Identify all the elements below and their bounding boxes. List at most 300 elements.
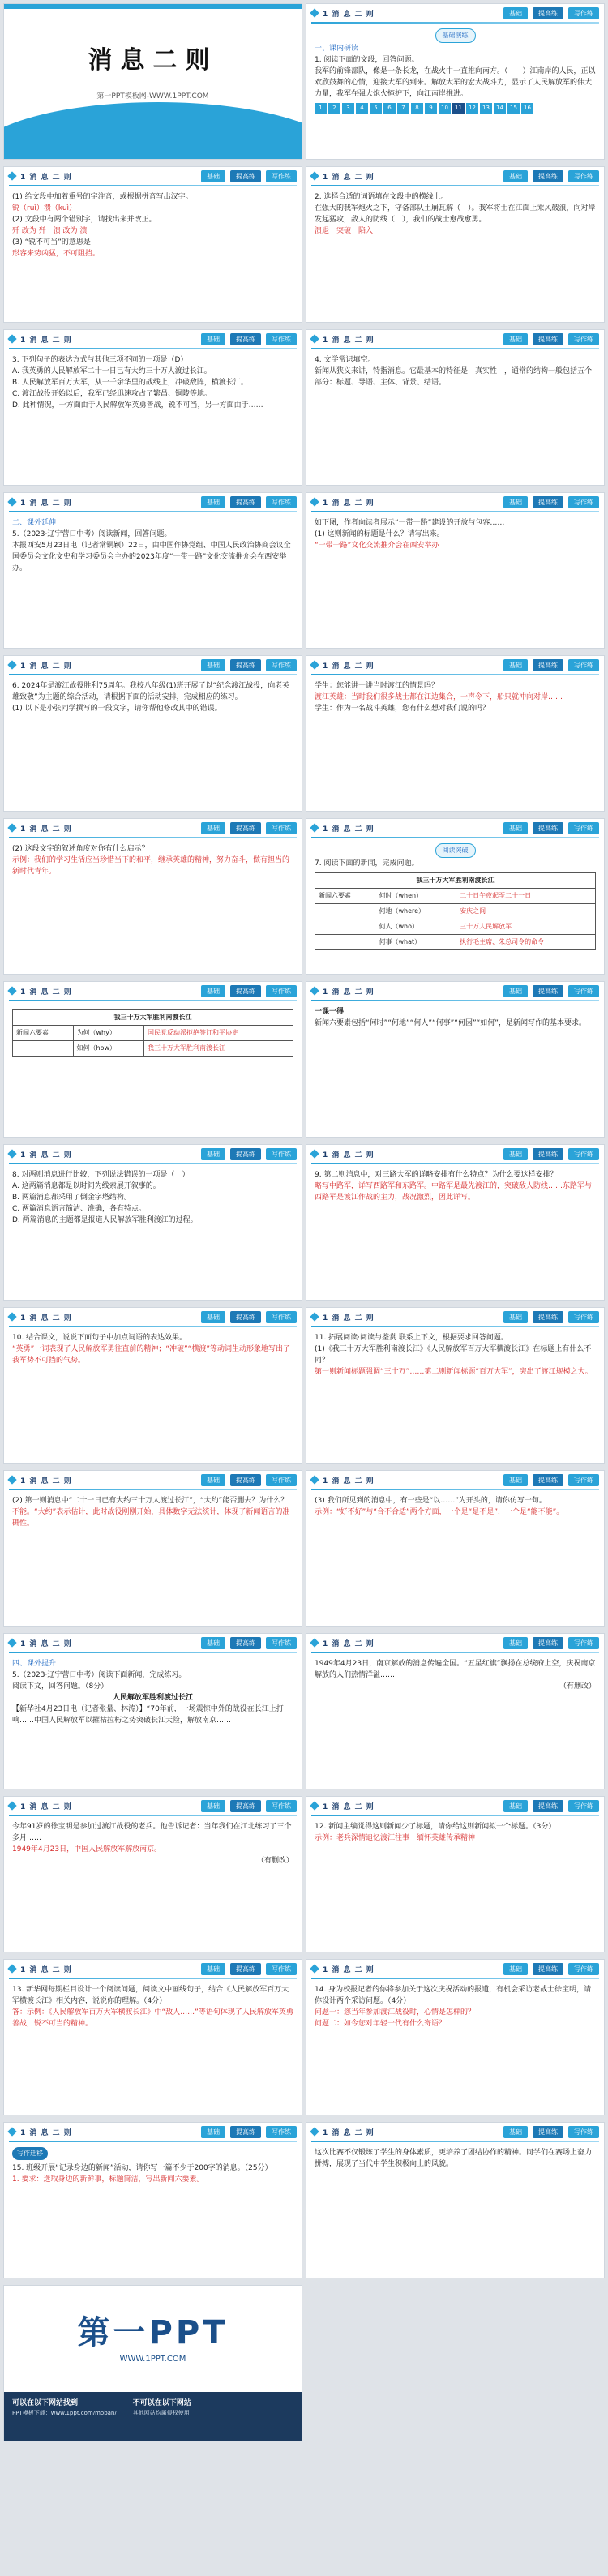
page-button[interactable]: 9 xyxy=(425,103,437,114)
slide-5[interactable] xyxy=(3,329,302,486)
diamond-icon xyxy=(7,1475,16,1484)
tab-improve[interactable]: 提高练 xyxy=(230,496,261,508)
diamond-icon xyxy=(310,497,319,506)
tab-improve[interactable]: 提高练 xyxy=(230,1148,261,1160)
tab-homework[interactable]: 写作练 xyxy=(266,1474,297,1486)
slide-7[interactable] xyxy=(3,492,302,649)
tab-improve[interactable]: 提高练 xyxy=(230,1474,261,1486)
table-cell: 为何（why） xyxy=(73,1026,143,1041)
section-title: 1 消 息 二 则 xyxy=(20,825,72,834)
slide-header xyxy=(306,1960,604,1978)
tab-improve[interactable]: 提高练 xyxy=(533,1474,563,1486)
slide-15[interactable] xyxy=(3,1144,302,1301)
page-button[interactable]: 2 xyxy=(328,103,340,114)
section-title: 1 消 息 二 则 xyxy=(20,1639,72,1648)
tab-basic[interactable]: 基础 xyxy=(201,1148,225,1160)
answer-text: 第一则新闻标题强调“三十万”……第二则新闻标题“百万大军”，突出了渡江规模之大。 xyxy=(315,1368,593,1376)
answer-text: 问题二：如今您对年轻一代有什么寄语？ xyxy=(315,2020,447,2028)
tab-improve[interactable]: 提高练 xyxy=(533,659,563,671)
answer-text: “英勇”一词表现了人民解放军勇往直前的精神；“冲破”“横渡”等动词生动形象地写出了我军势不可挡的气势。 xyxy=(12,1345,290,1365)
page-button[interactable]: 15 xyxy=(507,103,520,114)
diamond-icon xyxy=(310,334,319,343)
passage-text: 如下图，作者向读者展示“一带一路”建设的开放与包容…… xyxy=(315,519,505,527)
section-title: 1 消 息 二 则 xyxy=(323,499,375,508)
tab-basic[interactable]: 基础 xyxy=(503,659,528,671)
passage-text: 【新华社4月23日电（记者张量、林涛）】“70年前，一场震惊中外的战役在长江上打响……中国人民解放军以摧枯拉朽之势突破长江天险，解放南京…… xyxy=(12,1705,284,1725)
slide-header xyxy=(306,656,604,674)
slide-logo[interactable] xyxy=(3,2285,302,2441)
tab-improve[interactable]: 提高练 xyxy=(230,659,261,671)
section-title: 1 消 息 二 则 xyxy=(323,825,375,834)
slide-header xyxy=(306,1308,604,1326)
option-c: C. 两篇消息语言简洁、准确，各有特点。 xyxy=(12,1205,147,1213)
tab-homework[interactable]: 写作练 xyxy=(568,333,599,345)
tab-homework[interactable]: 写作练 xyxy=(568,496,599,508)
page-button[interactable]: 5 xyxy=(370,103,382,114)
header-tabs xyxy=(201,1148,297,1160)
table-title: 我三十万大军胜利南渡长江 xyxy=(315,873,596,889)
sub-question: (1)《我三十万大军胜利南渡长江》《人民解放军百万大军横渡长江》在标题上有什么不同？ xyxy=(315,1345,592,1365)
diamond-icon xyxy=(310,1801,319,1810)
slide-16[interactable] xyxy=(306,1144,605,1301)
question-text: (3) 我们所见到的消息中，有一些是“以……”为开头的，请你仿写一句。 xyxy=(315,1497,546,1505)
slide-header xyxy=(4,1960,302,1978)
header-tabs xyxy=(503,1148,599,1160)
tab-basic[interactable]: 基础 xyxy=(503,333,528,345)
page-button[interactable]: 7 xyxy=(397,103,409,114)
passage-text: 我军的前锋部队，像是一条长龙，在战火中一直推向南方。（ ）江南岸的人民，正以欢欣鼓舞的心情，迎接大军的到来。解放大军的宏大战斗力，显示了人民解放军的伟大力量，我军在强大炮火掩护下，向江南岸推进。 xyxy=(315,67,596,98)
slide-header xyxy=(306,1634,604,1652)
slide-body xyxy=(306,1816,604,1849)
diamond-icon xyxy=(7,1149,16,1158)
table-cell: 执行毛主席、朱总司令的命令 xyxy=(456,935,596,950)
tab-basic[interactable]: 基础 xyxy=(201,1800,225,1812)
diamond-icon xyxy=(310,823,319,832)
tab-improve[interactable]: 提高练 xyxy=(533,170,563,182)
tab-basic[interactable]: 基础 xyxy=(201,496,225,508)
tab-improve[interactable]: 提高练 xyxy=(533,822,563,834)
section-title: 1 消 息 二 则 xyxy=(323,1802,375,1811)
table-cell: 何人（who） xyxy=(375,919,456,935)
tab-improve[interactable]: 提高练 xyxy=(533,7,563,19)
dialog-line: 学生：作为一名战斗英雄，您有什么想对我们说的吗？ xyxy=(315,705,490,713)
slide-body xyxy=(306,1653,604,1697)
tab-homework[interactable]: 写作练 xyxy=(568,7,599,19)
tab-homework[interactable]: 写作练 xyxy=(266,2126,297,2138)
slide-body xyxy=(306,2142,604,2175)
header-tabs xyxy=(503,2126,599,2138)
option-a: A. 这两篇消息都是以时间为线索展开叙事的。 xyxy=(12,1182,161,1190)
passage-text: 1949年4月23日，南京解放的消息传遍全国。“五星红旗”飘扬在总统府上空，庆祝南京解放的人们热情洋溢…… xyxy=(315,1660,596,1679)
dialog-line: 学生：您能讲一讲当时渡江的情景吗？ xyxy=(315,682,439,690)
table-cell xyxy=(13,1041,74,1057)
question-text: (1) 这则新闻的标题是什么？请写出来。 xyxy=(315,530,444,538)
tab-improve[interactable]: 提高练 xyxy=(533,1311,563,1323)
table-cell xyxy=(315,935,375,950)
slide-header xyxy=(4,1471,302,1489)
slide-header xyxy=(306,2123,604,2141)
option-d: D. 两篇消息的主题都是报道人民解放军胜利渡江的过程。 xyxy=(12,1216,198,1224)
passage-text: 今年91岁的徐宝明是参加过渡江战役的老兵。他告诉记者：当年我们在江北练习了三个多月…… xyxy=(12,1823,292,1842)
cover-subtitle: 第一PPT模板网-WWW.1PPT.COM xyxy=(96,92,209,101)
section-title: 1 消 息 二 则 xyxy=(323,336,375,345)
section-heading: 四、课外提升 xyxy=(12,1660,57,1668)
tab-homework[interactable]: 写作练 xyxy=(266,1148,297,1160)
tab-basic[interactable]: 基础 xyxy=(503,1963,528,1975)
slide-27[interactable] xyxy=(3,2122,302,2278)
tab-homework[interactable]: 写作练 xyxy=(568,1637,599,1649)
tab-basic[interactable]: 基础 xyxy=(201,1474,225,1486)
news-elements-table xyxy=(315,872,596,950)
tab-basic[interactable]: 基础 xyxy=(503,496,528,508)
tab-basic[interactable]: 基础 xyxy=(201,985,225,997)
diamond-icon xyxy=(7,334,16,343)
question-text: 5.（2023·辽宁营口中考）阅读下面新闻，完成练习。 xyxy=(12,1671,186,1679)
tab-improve[interactable]: 提高练 xyxy=(533,1637,563,1649)
header-tabs xyxy=(201,822,297,834)
header-tabs xyxy=(201,985,297,997)
section-title: 1 消 息 二 则 xyxy=(323,1639,375,1648)
page-button[interactable]: 8 xyxy=(411,103,423,114)
slide-23[interactable] xyxy=(3,1796,302,1952)
tab-improve[interactable]: 提高练 xyxy=(230,822,261,834)
slide-header xyxy=(4,982,302,1000)
question-text: (2) 第一则消息中“二十一日已有大约三十万人渡过长江”，“大约”能否删去？为什么？ xyxy=(12,1497,289,1505)
tab-homework[interactable]: 写作练 xyxy=(568,822,599,834)
header-tabs xyxy=(503,822,599,834)
page-nav xyxy=(315,103,596,114)
tab-basic[interactable]: 基础 xyxy=(201,333,225,345)
cover-top-bar xyxy=(4,4,302,9)
table-title: 我三十万大军胜利南渡长江 xyxy=(13,1010,293,1026)
tab-improve[interactable]: 提高练 xyxy=(533,1800,563,1812)
footer-text: 其他网站均属侵权使用 xyxy=(132,2410,190,2416)
table-cell xyxy=(315,919,375,935)
slide-body xyxy=(4,675,302,719)
tab-basic[interactable]: 基础 xyxy=(503,1148,528,1160)
diamond-icon xyxy=(7,823,16,832)
section-title: 1 消 息 二 则 xyxy=(20,1965,72,1974)
tab-homework[interactable]: 写作练 xyxy=(266,1637,297,1649)
brand-logo xyxy=(4,2307,302,2364)
tab-homework[interactable]: 写作练 xyxy=(568,985,599,997)
tab-improve[interactable]: 提高练 xyxy=(533,1148,563,1160)
writing-tag: 写作迁移 xyxy=(12,2147,48,2160)
diamond-icon xyxy=(310,1475,319,1484)
slide-8[interactable] xyxy=(306,492,605,649)
tab-basic[interactable]: 基础 xyxy=(201,1311,225,1323)
tab-basic[interactable]: 基础 xyxy=(503,1637,528,1649)
slide-header xyxy=(4,167,302,185)
section-title: 1 消 息 二 则 xyxy=(20,1314,72,1322)
tab-homework[interactable]: 写作练 xyxy=(568,1963,599,1975)
passage-text: 在强大的我军炮火之下，守备部队土崩瓦解（ ）。我军将士在江面上乘风破浪，向对岸发起猛攻，敌人的防线（ ），我们的战士愈战愈勇。 xyxy=(315,204,596,224)
page-button[interactable]: 10 xyxy=(439,103,451,114)
table-cell: 我三十万大军胜利南渡长江 xyxy=(143,1041,293,1057)
slide-header xyxy=(306,819,604,837)
answer-text: 示例：“好不好”与“合不合适”两个方面，一个是“是不是”，一个是“能不能”。 xyxy=(315,1508,564,1516)
slide-body xyxy=(4,2142,302,2190)
question-text: 9. 第二则消息中，对三路大军的详略安排有什么特点？为什么要这样安排？ xyxy=(315,1171,558,1179)
tab-homework[interactable]: 写作练 xyxy=(266,496,297,508)
tab-basic[interactable]: 基础 xyxy=(503,2126,528,2138)
tab-homework[interactable]: 写作练 xyxy=(568,2126,599,2138)
diamond-icon xyxy=(7,1312,16,1321)
section-heading: 一、课内研读 xyxy=(315,45,359,53)
tab-homework[interactable]: 写作练 xyxy=(266,1800,297,1812)
slide-body xyxy=(4,1001,302,1061)
logo-text: 第一PPT xyxy=(77,2314,229,2351)
header-tabs xyxy=(201,170,297,182)
table-row xyxy=(315,904,596,919)
tab-improve[interactable]: 提高练 xyxy=(230,1311,261,1323)
news-elements-table xyxy=(12,1009,293,1057)
section-title: 1 消 息 二 则 xyxy=(323,988,375,997)
tab-basic[interactable]: 基础 xyxy=(201,822,225,834)
question-text: 10. 结合课文，说说下面句子中加点词语的表达效果。 xyxy=(12,1334,187,1342)
sub-question: (1) 以下是小张同学撰写的一段文字，请你帮他修改其中的错误。 xyxy=(12,705,222,713)
tab-basic[interactable]: 基础 xyxy=(201,2126,225,2138)
tab-basic[interactable]: 基础 xyxy=(201,1963,225,1975)
page-button[interactable]: 4 xyxy=(356,103,368,114)
table-cell: 何时（when） xyxy=(375,889,456,904)
slide-cover[interactable] xyxy=(3,3,302,160)
tab-improve[interactable]: 提高练 xyxy=(533,2126,563,2138)
tab-homework[interactable]: 写作练 xyxy=(568,1474,599,1486)
tab-basic[interactable]: 基础 xyxy=(503,7,528,19)
section-title: 1 消 息 二 则 xyxy=(323,1965,375,1974)
tab-improve[interactable]: 提高练 xyxy=(230,333,261,345)
table-cell xyxy=(315,904,375,919)
tab-basic[interactable]: 基础 xyxy=(201,659,225,671)
page-button[interactable]: 12 xyxy=(466,103,478,114)
tab-basic[interactable]: 基础 xyxy=(503,1311,528,1323)
diamond-icon xyxy=(310,8,319,17)
header-tabs xyxy=(201,2126,297,2138)
tab-homework[interactable]: 写作练 xyxy=(568,1800,599,1812)
table-cell: 何地（where） xyxy=(375,904,456,919)
diamond-icon xyxy=(310,1149,319,1158)
tab-improve[interactable]: 提高练 xyxy=(533,333,563,345)
tab-homework[interactable]: 写作练 xyxy=(266,1311,297,1323)
tab-homework[interactable]: 写作练 xyxy=(568,659,599,671)
option-b: B. 两篇消息都采用了倒金字塔结构。 xyxy=(12,1194,131,1202)
header-tabs xyxy=(201,1963,297,1975)
source-note: （有删改） xyxy=(256,1857,293,1865)
tab-basic[interactable]: 基础 xyxy=(201,1637,225,1649)
table-cell: 新闻六要素 xyxy=(315,889,375,904)
section-pill: 基础演练 xyxy=(435,28,476,43)
tab-improve[interactable]: 提高练 xyxy=(533,496,563,508)
tab-homework[interactable]: 写作练 xyxy=(266,822,297,834)
tab-improve[interactable]: 提高练 xyxy=(533,1963,563,1975)
question-text: 1. 阅读下面的文段，回答问题。 xyxy=(315,56,419,64)
tab-basic[interactable]: 基础 xyxy=(503,1474,528,1486)
diamond-icon xyxy=(7,171,16,180)
page-button[interactable]: 14 xyxy=(494,103,506,114)
page-button[interactable]: 1 xyxy=(315,103,327,114)
slide-4[interactable] xyxy=(306,166,605,323)
question-text: 8. 对两则消息进行比较，下列说法错误的一项是（ ） xyxy=(12,1171,190,1179)
diamond-icon xyxy=(7,1964,16,1973)
tab-homework[interactable]: 写作练 xyxy=(266,170,297,182)
page-button[interactable]: 6 xyxy=(383,103,396,114)
passage-text: 新闻从狭义来讲，特指消息。它最基本的特征是 真实性 ，通常的结构一般包括五个部分：标题、导语、主体、背景、结语。 xyxy=(315,367,593,387)
diamond-icon xyxy=(310,986,319,995)
slide-body xyxy=(4,512,302,579)
footer-title: 不可以在以下网站 xyxy=(132,2399,191,2407)
slide-22[interactable] xyxy=(306,1633,605,1789)
slide-body xyxy=(306,1979,604,2034)
question-text: (2) 这段文字的叙述角度对你有什么启示？ xyxy=(12,845,149,853)
passage-text: 这次比赛不仅锻炼了学生的身体素质，更培养了团结协作的精神。同学们在赛场上奋力拼搏，展现了当代中学生积极向上的风貌。 xyxy=(315,2149,593,2168)
section-title: 1 消 息 二 则 xyxy=(20,1802,72,1811)
slide-11[interactable] xyxy=(3,818,302,975)
slide-17[interactable] xyxy=(3,1307,302,1464)
header-tabs xyxy=(503,496,599,508)
diamond-icon xyxy=(310,1638,319,1647)
answer-text: 渡江英雄：当时我们很多战士都在江边集合，一声令下，船只就冲向对岸…… xyxy=(315,693,563,701)
tab-basic[interactable]: 基础 xyxy=(503,170,528,182)
tab-homework[interactable]: 写作练 xyxy=(568,1311,599,1323)
footer-text: PPT模板下载：www.1ppt.com/moban/ xyxy=(12,2410,117,2416)
slide-body xyxy=(306,675,604,719)
tab-homework[interactable]: 写作练 xyxy=(266,333,297,345)
option-b: B. 人民解放军百万大军，从一千余华里的战线上，冲破敌阵，横渡长江。 xyxy=(12,379,248,387)
section-heading: 二、课外延伸 xyxy=(12,519,57,527)
diamond-icon xyxy=(7,1801,16,1810)
question-text: 6. 2024年是渡江战役胜利75周年。我校八年级(1)班开展了以“纪念渡江战役，向老英雄致敬”为主题的综合活动，请根据下面的活动安排，完成相应的练习。 xyxy=(12,682,290,701)
tab-homework[interactable]: 写作练 xyxy=(266,985,297,997)
tab-homework[interactable]: 写作练 xyxy=(568,170,599,182)
table-row xyxy=(315,889,596,904)
tab-basic[interactable]: 基础 xyxy=(503,1800,528,1812)
slide-body xyxy=(4,838,302,882)
slide-13[interactable] xyxy=(3,981,302,1138)
page-button[interactable]: 3 xyxy=(342,103,354,114)
page-button[interactable]: 13 xyxy=(480,103,492,114)
slide-28[interactable] xyxy=(306,2122,605,2278)
header-tabs xyxy=(503,170,599,182)
tab-basic[interactable]: 基础 xyxy=(503,822,528,834)
slide-6[interactable] xyxy=(306,329,605,486)
table-cell: 何事（what） xyxy=(375,935,456,950)
tab-homework[interactable]: 写作练 xyxy=(266,1963,297,1975)
tab-improve[interactable]: 提高练 xyxy=(230,170,261,182)
tab-improve[interactable]: 提高练 xyxy=(533,985,563,997)
table-row xyxy=(315,935,596,950)
slide-14[interactable] xyxy=(306,981,605,1138)
slide-3[interactable] xyxy=(3,166,302,323)
tab-basic[interactable]: 基础 xyxy=(201,170,225,182)
slide-body xyxy=(306,349,604,393)
tab-improve[interactable]: 提高练 xyxy=(230,1963,261,1975)
slide-body xyxy=(4,1653,302,1731)
slide-19[interactable] xyxy=(3,1470,302,1627)
answer-text: 不能。“大约”表示估计，此时战役刚刚开始，具体数字无法统计，体现了新闻语言的准确性。 xyxy=(12,1508,290,1528)
answer-text: 略写中路军，详写西路军和东路军。中路军是最先渡江的，突破敌人防线……东路军与西路军是渡江作战的主力，战况激烈，因此详写。 xyxy=(315,1182,593,1202)
tab-improve[interactable]: 提高练 xyxy=(230,1800,261,1812)
footer-title: 可以在以下网站找到 xyxy=(12,2399,79,2407)
tab-improve[interactable]: 提高练 xyxy=(230,2126,261,2138)
section-title: 1 消 息 二 则 xyxy=(323,173,375,182)
section-title: 1 消 息 二 则 xyxy=(20,499,72,508)
diamond-icon xyxy=(7,660,16,669)
slide-9[interactable] xyxy=(3,655,302,812)
slide-body xyxy=(4,1327,302,1371)
header-tabs xyxy=(503,1963,599,1975)
section-title: 1 消 息 二 则 xyxy=(323,1151,375,1159)
slide-body xyxy=(4,349,302,416)
section-title: 1 消 息 二 则 xyxy=(20,336,72,345)
slide-header xyxy=(306,4,604,22)
question-text: 5.（2023·辽宁营口中考）阅读新闻，回答问题。 xyxy=(12,530,172,538)
slide-header xyxy=(306,1145,604,1163)
section-title: 1 消 息 二 则 xyxy=(323,2128,375,2137)
slide-body xyxy=(306,186,604,242)
header-tabs xyxy=(201,333,297,345)
table-row xyxy=(315,919,596,935)
section-title: 1 消 息 二 则 xyxy=(20,173,72,182)
slide-body xyxy=(4,1816,302,1871)
diamond-icon xyxy=(310,1964,319,1973)
slide-18[interactable] xyxy=(306,1307,605,1464)
slide-header xyxy=(4,656,302,674)
slide-10[interactable] xyxy=(306,655,605,812)
section-title: 1 消 息 二 则 xyxy=(20,2128,72,2137)
tab-improve[interactable]: 提高练 xyxy=(230,985,261,997)
slide-26[interactable] xyxy=(306,1959,605,2115)
slide-20[interactable] xyxy=(306,1470,605,1627)
slide-12[interactable] xyxy=(306,818,605,975)
slide-header xyxy=(4,819,302,837)
slide-header xyxy=(306,167,604,185)
answer-text: 1. 要求：选取身边的新鲜事，标题简洁，写出新闻六要素。 xyxy=(12,2175,204,2184)
header-tabs xyxy=(503,659,599,671)
table-cell: 三十万人民解放军 xyxy=(456,919,596,935)
tab-improve[interactable]: 提高练 xyxy=(230,1637,261,1649)
tab-homework[interactable]: 写作练 xyxy=(568,1148,599,1160)
slide-header xyxy=(306,982,604,1000)
diamond-icon xyxy=(310,660,319,669)
slide-2[interactable] xyxy=(306,3,605,160)
page-button[interactable]: 11 xyxy=(452,103,465,114)
header-tabs xyxy=(201,496,297,508)
source-note: （有删改） xyxy=(559,1682,596,1691)
answer-text: 溃退 突破 陷入 xyxy=(315,227,374,235)
page-button[interactable]: 16 xyxy=(521,103,533,114)
question-text: (1) 给文段中加着重号的字注音，或根据拼音写出汉字。 xyxy=(12,193,193,201)
slide-21[interactable] xyxy=(3,1633,302,1789)
diamond-icon xyxy=(310,1312,319,1321)
header-tabs xyxy=(503,1311,599,1323)
answer-text: “一带一路”文化交流推介会在西安举办 xyxy=(315,542,439,550)
tab-basic[interactable]: 基础 xyxy=(503,985,528,997)
instruction-text: 阅读下文，回答问题。（8分） xyxy=(12,1682,109,1691)
section-title: 1 消 息 二 则 xyxy=(20,1477,72,1485)
slide-header xyxy=(4,330,302,348)
slide-body xyxy=(4,1164,302,1231)
header-tabs xyxy=(201,659,297,671)
answer-text: 歼 改为 歼 溃 改为 溃 xyxy=(12,227,88,235)
slide-25[interactable] xyxy=(3,1959,302,2115)
table-cell: 二十日午夜起至二十一日 xyxy=(456,889,596,904)
slide-24[interactable] xyxy=(306,1796,605,1952)
question-text: 13. 新华网每期栏目设计一个阅读问题，阅读文中画线句子，结合《人民解放军百万大军横渡长江》相关内容，说说你的理解。（4分） xyxy=(12,1986,289,2005)
tab-homework[interactable]: 写作练 xyxy=(266,659,297,671)
diamond-icon xyxy=(7,497,16,506)
option-d: D. 此种情况，一方面由于人民解放军英勇善战，锐不可当，另一方面由于…… xyxy=(12,401,263,409)
